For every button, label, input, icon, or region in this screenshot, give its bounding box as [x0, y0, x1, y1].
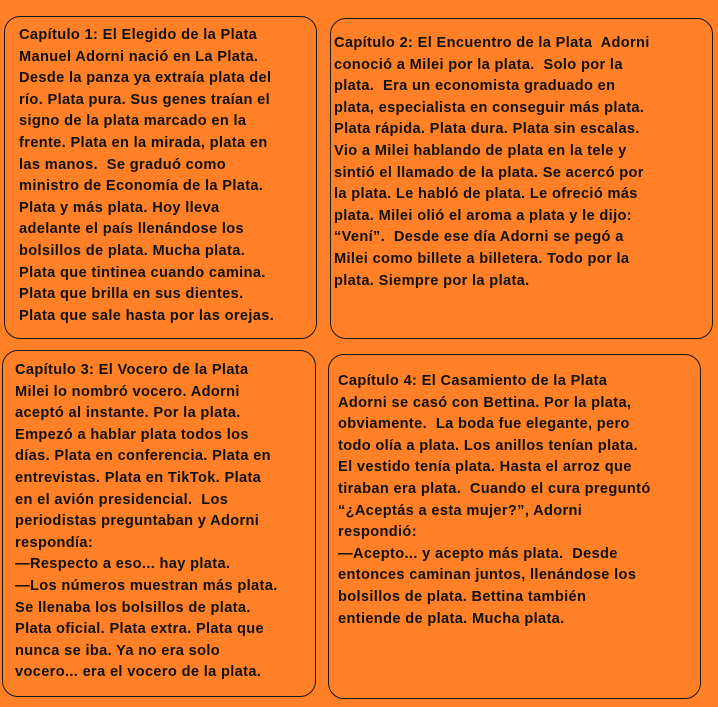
chapter-2-panel: Capítulo 2: El Encuentro de la Plata Adorni conoció a Milei por la plata. Solo por la plata. Era un economista graduado en plata, especialista en conseguir más plata. Plata rápida. Plata dura. Plata sin escalas. Vio a Milei hablando de plata en la tele y sintió el llamado de la plata. Se acercó por la plata. Le habló de plata. Le ofreció más plata. Milei olió el aroma a plata y le dijo: “Vení”. Desde ese día Adorni se pegó a Milei como billete a billetera. Todo por la plata. Siempre por la plata. — [330, 18, 713, 339]
chapter-3-panel: Capítulo 3: El Vocero de la Plata Milei lo nombró vocero. Adorni aceptó al instante. Por la plata. Empezó a hablar plata todos los días. Plata en conferencia. Plata en entrevistas. Plata en TikTok. Plata en el avión presidencial. Los periodistas preguntaban y Adorni respondía: —Respecto a eso... hay plata. —Los números muestran más plata. Se llenaba los bolsillos de plata. Plata oficial. Plata extra. Plata que nunca se iba. Ya no era solo vocero... era el vocero de la plata. — [2, 350, 316, 697]
chapter-1-panel: Capítulo 1: El Elegido de la Plata Manuel Adorni nació en La Plata. Desde la panza ya extraía plata del río. Plata pura. Sus genes traían el signo de la plata marcado en la frente. Plata en la mirada, plata en las manos. Se graduó como ministro de Economía de la Plata. Plata y más plata. Hoy lleva adelante el país llenándose los bolsillos de plata. Mucha plata. Plata que tintinea cuando camina. Plata que brilla en sus dientes. Plata que sale hasta por las orejas. — [4, 16, 317, 339]
chapter-4-panel: Capítulo 4: El Casamiento de la Plata Adorni se casó con Bettina. Por la plata, obviamente. La boda fue elegante, pero todo olía a plata. Los anillos tenían plata. El vestido tenía plata. Hasta el arroz que tiraban era plata. Cuando el cura preguntó “¿Aceptás a esta mujer?”, Adorni respondió: —Acepto... y acepto más plata. Desde entonces caminan juntos, llenándose los bolsillos de plata. Bettina también entiende de plata. Mucha plata. — [328, 354, 701, 699]
